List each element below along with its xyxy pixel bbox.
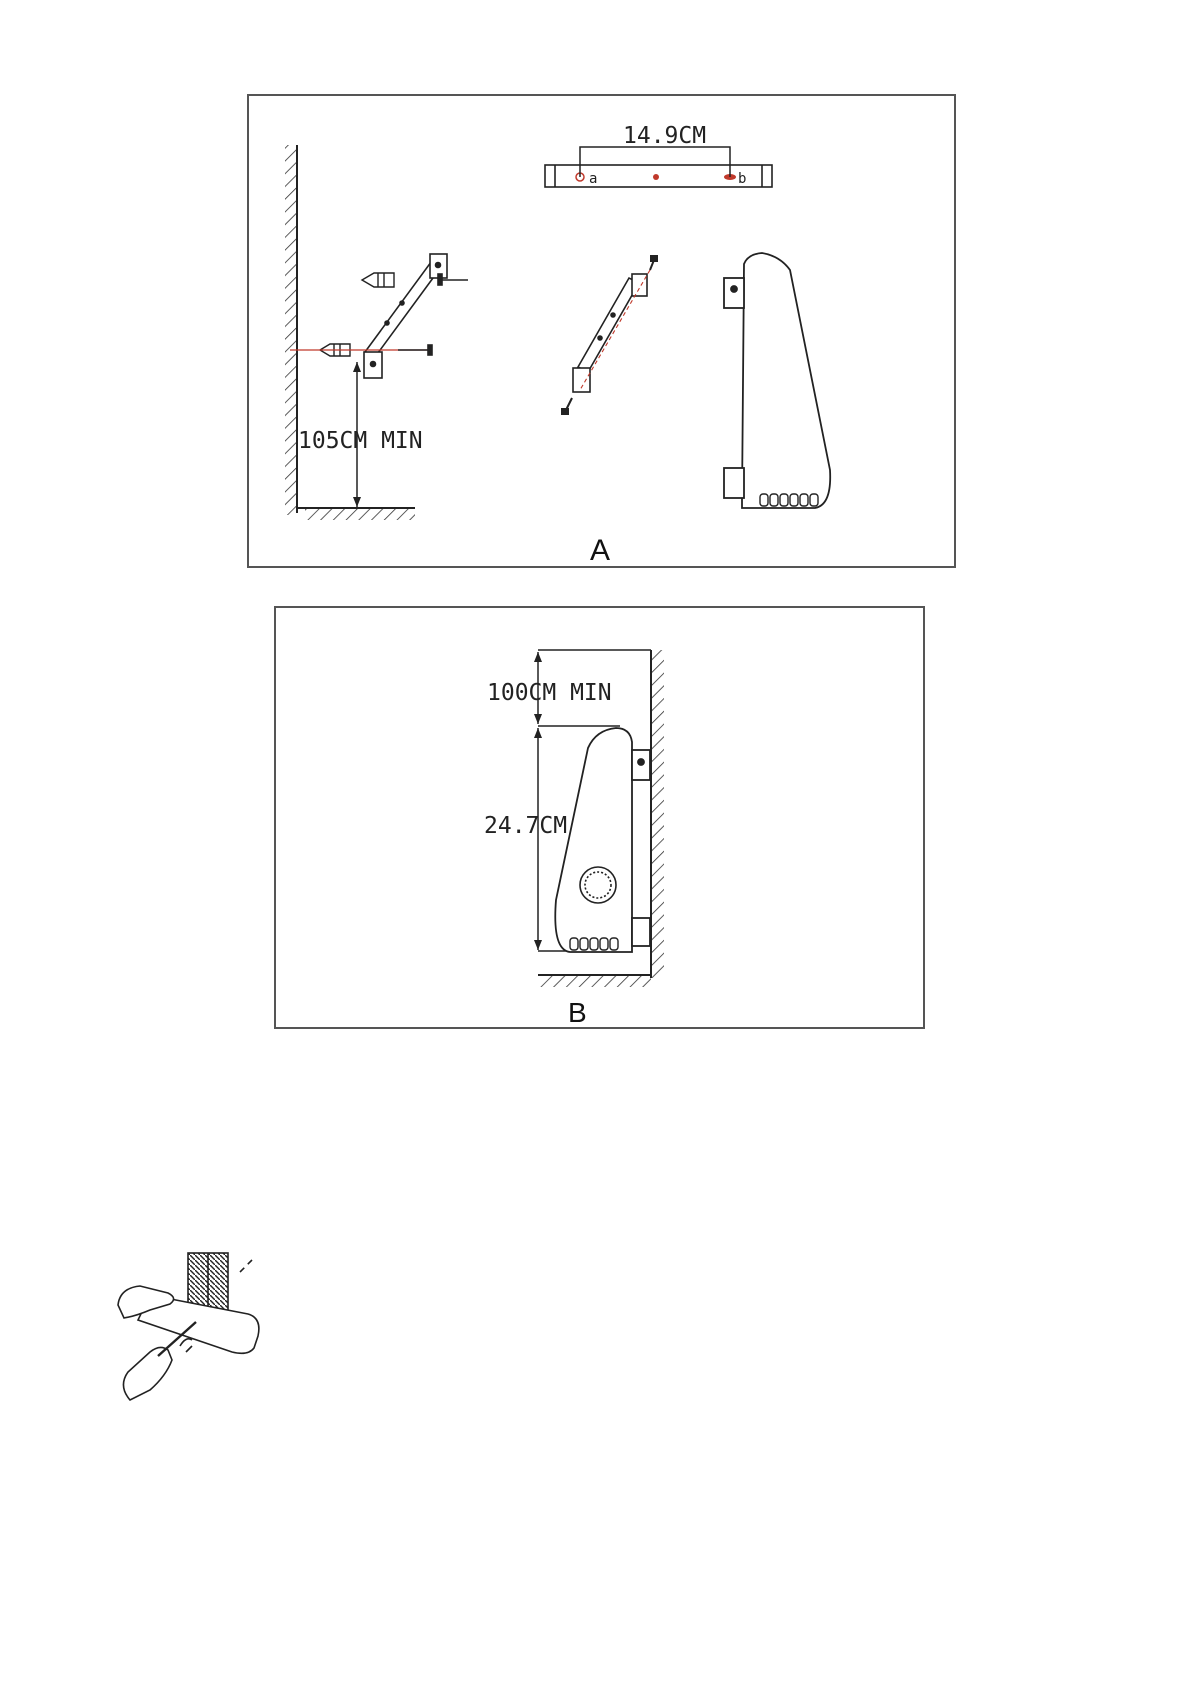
hole-label-b: b (738, 171, 747, 187)
floor-b (538, 975, 651, 987)
heater-feet-b (570, 938, 618, 950)
loose-bracket (573, 274, 647, 392)
hole-label-a: a (589, 171, 598, 187)
screw-upper (438, 274, 468, 285)
lower-hand (123, 1347, 172, 1400)
heater-height-label: 24.7CM (484, 813, 568, 839)
wall-a (285, 145, 297, 515)
floor-clearance-label: 105CM MIN (298, 428, 423, 454)
heater-side-view-a (724, 253, 830, 508)
heater-side-view-b (555, 728, 650, 952)
hole-spacing-label: 14.9CM (623, 123, 707, 149)
bracket-screw-top (650, 256, 657, 270)
figure-a-caption: A (590, 534, 611, 567)
figure-b-caption: B (568, 997, 587, 1028)
drilling-sketch (118, 1253, 259, 1400)
floor-a (297, 508, 415, 520)
top-clearance-label: 100CM MIN (487, 680, 612, 706)
screw-lower (398, 345, 432, 355)
figure-a (248, 95, 955, 567)
bracket-screw-bottom (562, 398, 572, 414)
figure-b (275, 607, 924, 1028)
wall-plug-upper (362, 273, 394, 287)
